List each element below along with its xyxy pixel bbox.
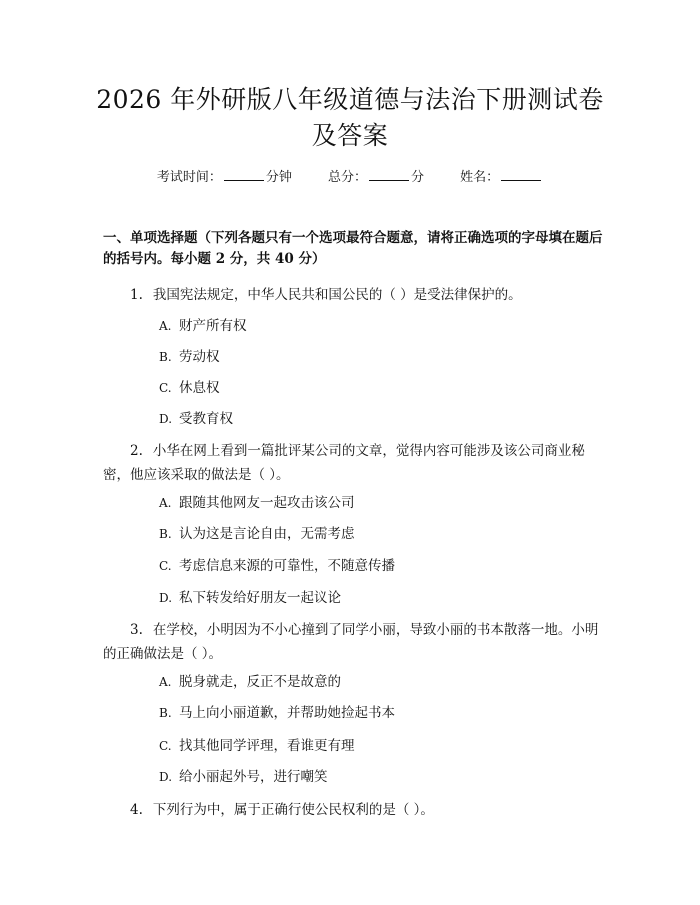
exam-title-line-1: 2026 年外研版八年级道德与法治下册测试卷 xyxy=(96,85,604,114)
name-label: 姓名： xyxy=(460,170,500,185)
time-field xyxy=(157,170,292,185)
name-field xyxy=(460,170,543,185)
q2-option-d[interactable]: D. 私下转发给好朋友一起议论 xyxy=(159,590,341,606)
exam-info-line xyxy=(0,168,700,188)
q1-option-a[interactable]: A. 财产所有权 xyxy=(159,318,247,334)
time-unit: 分钟 xyxy=(265,170,292,185)
name-blank[interactable] xyxy=(501,168,541,181)
question-text: 小华在网上看到一篇批评某公司的文章，觉得内容可能涉及该公司商业秘密，他应该采取的做法是（ ）。 xyxy=(103,443,585,483)
q3-option-b[interactable]: B. 马上向小丽道歉，并帮助她捡起书本 xyxy=(159,705,395,721)
q3-option-c[interactable]: C. 找其他同学评理，看谁更有理 xyxy=(159,738,355,754)
q3-option-d[interactable]: D. 给小丽起外号，进行嘲笑 xyxy=(159,769,328,785)
score-unit: 分 xyxy=(411,170,425,185)
q3-option-a[interactable]: A. 脱身就走，反正不是故意的 xyxy=(159,674,341,690)
question-text: 在学校，小明因为不小心撞到了同学小丽，导致小丽的书本散落一地。小明的正确做法是（ ）。 xyxy=(103,622,599,662)
section-heading-single-choice: 一、单项选择题（下列各题只有一个选项最符合题意，请将正确选项的字母填在题后的括号内。每小题 2 分，共 40 分） xyxy=(103,230,603,267)
exam-title xyxy=(60,82,640,154)
q1-option-c[interactable]: C. 休息权 xyxy=(159,380,220,396)
question-number: 4. xyxy=(130,802,143,818)
q2-option-a[interactable]: A. 跟随其他网友一起攻击该公司 xyxy=(159,495,355,511)
question-4 xyxy=(103,798,603,822)
question-number: 2. xyxy=(130,443,143,459)
question-1 xyxy=(103,283,603,307)
score-label: 总分： xyxy=(327,170,367,185)
question-text: 下列行为中，属于正确行使公民权利的是（ ）。 xyxy=(152,802,434,818)
q2-option-b[interactable]: B. 认为这是言论自由，无需考虑 xyxy=(159,526,355,542)
question-number: 1. xyxy=(130,287,143,303)
time-label: 考试时间： xyxy=(156,170,222,185)
score-blank[interactable] xyxy=(369,168,409,181)
q1-option-b[interactable]: B. 劳动权 xyxy=(159,349,220,365)
score-field xyxy=(328,170,424,185)
question-text: 我国宪法规定，中华人民共和国公民的（ ）是受法律保护的。 xyxy=(152,287,522,303)
q2-option-c[interactable]: C. 考虑信息来源的可靠性，不随意传播 xyxy=(159,558,395,574)
time-blank[interactable] xyxy=(224,168,264,181)
q1-option-d[interactable]: D. 受教育权 xyxy=(159,411,233,427)
question-number: 3. xyxy=(130,622,143,638)
exam-title-line-2: 及答案 xyxy=(311,121,389,150)
question-3 xyxy=(103,618,603,666)
question-2 xyxy=(103,439,603,487)
